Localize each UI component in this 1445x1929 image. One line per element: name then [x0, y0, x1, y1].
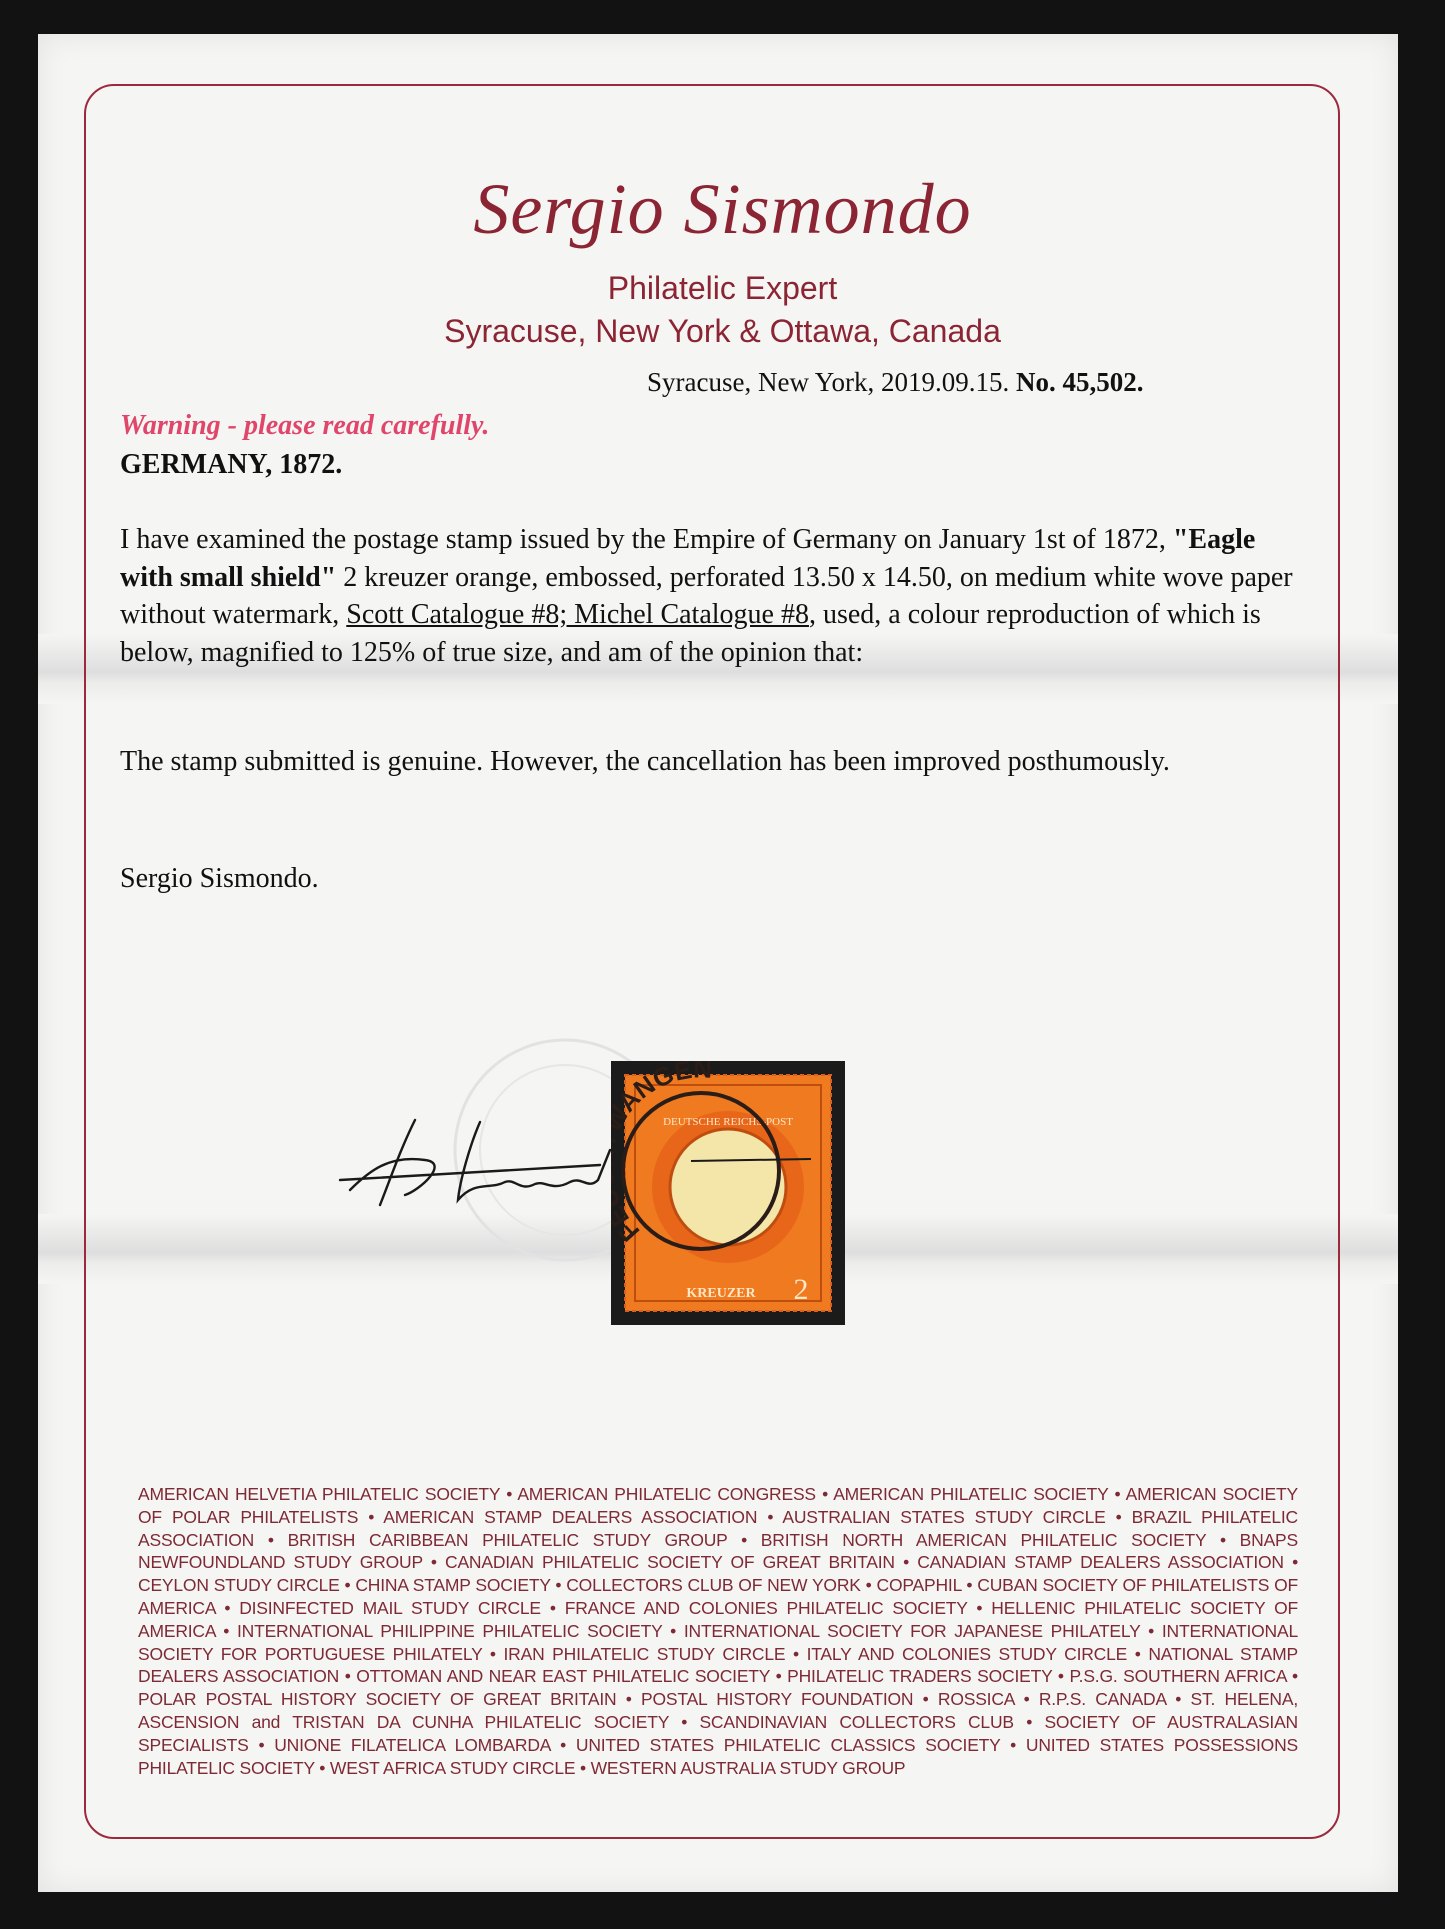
warning-text: Warning - please read carefully. — [120, 410, 490, 441]
p1-part-b: 2 kreuzer orange, embossed, perforated 13.50 x 14.50, on medium white wove paper without watermark, — [120, 561, 1293, 630]
p1-part-c: , used, a colour reproduction of which is below, magnified to 125% of true size, and am of the opinion that: — [120, 599, 1261, 668]
country-year: GERMANY, 1872. — [120, 449, 343, 480]
postmark-text: F ANGEN — [611, 1061, 713, 1248]
certificate-dateline — [647, 367, 1143, 398]
stamp-value: 2 — [793, 1273, 809, 1306]
handwritten-signature-icon — [330, 1110, 620, 1230]
stamp-image — [611, 1061, 845, 1325]
place-date: Syracuse, New York, 2019.09.15. — [647, 367, 1010, 397]
opinion-paragraph: The stamp submitted is genuine. However, the cancellation has been improved posthumously. — [120, 746, 1170, 777]
expert-location: Syracuse, New York & Ottawa, Canada — [444, 313, 1001, 349]
society-memberships: AMERICAN HELVETIA PHILATELIC SOCIETY • AMERICAN PHILATELIC CONGRESS • AMERICAN PHILATELIC SOCIETY • AMERICAN SOCIETY OF POLAR PHILATELISTS • AMERICAN STAMP DEALERS ASSOCIATION • AUSTRALIAN STATES STUDY CIRCLE • BRAZIL PHILATELIC ASSOCIATION • BRITISH CARIBBEAN PHILATELIC STUDY GROUP • BRITISH NORTH AMERICAN PHILATELIC SOCIETY • BNAPS NEWFOUNDLAND STUDY GROUP • CANADIAN PHILATELIC SOCIETY OF GREAT BRITAIN • CANADIAN STAMP DEALERS ASSOCIATION • CEYLON STUDY CIRCLE • CHINA STAMP SOCIETY • COLLECTORS CLUB OF NEW YORK • COPAPHIL • CUBAN SOCIETY OF PHILATELISTS OF AMERICA • DISINFECTED MAIL STUDY CIRCLE • FRANCE AND COLONIES PHILATELIC SOCIETY • HELLENIC PHILATELIC SOCIETY OF AMERICA • INTERNATIONAL PHILIPPINE PHILATELIC SOCIETY • INTERNATIONAL SOCIETY FOR JAPANESE PHILATELY • INTERNATIONAL SOCIETY FOR PORTUGUESE PHILATELY • IRAN PHILATELIC STUDY CIRCLE • ITALY AND COLONIES STUDY CIRCLE • NATIONAL STAMP DEALERS ASSOCIATION • OTTOMAN AND NEAR EAST PHILATELIC SOCIETY • PHILATELIC TRADERS SOCIETY • P.S.G. SOUTHERN AFRICA • POLAR POSTAL HISTORY SOCIETY OF GREAT BRITAIN • POSTAL HISTORY FOUNDATION • ROSSICA • R.P.S. CANADA • ST. HELENA, ASCENSION and TRISTAN DA CUNHA PHILATELIC SOCIETY • SCANDINAVIAN COLLECTORS CLUB • SOCIETY OF AUSTRALASIAN SPECIALISTS • UNIONE FILATELICA LOMBARDA • UNITED STATES PHILATELIC CLASSICS SOCIETY • UNITED STATES POSSESSIONS PHILATELIC SOCIETY • WEST AFRICA STUDY CIRCLE • WESTERN AUSTRALIA STUDY GROUP — [138, 1484, 1298, 1778]
examination-paragraph — [120, 521, 1300, 671]
stamp-top-text: DEUTSCHE REICHS-POST — [663, 1116, 793, 1128]
expert-name: Sergio Sismondo — [473, 169, 972, 249]
certificate-number: No. 45,502. — [1015, 367, 1144, 397]
signoff-text: Sergio Sismondo. — [120, 863, 319, 894]
stamp-bottom-text: KREUZER — [686, 1286, 756, 1301]
p1-part-a: I have examined the postage stamp issued by the Empire of Germany on January 1st of 1872, — [120, 524, 1173, 555]
stamp-image-frame — [611, 1061, 845, 1325]
expert-title: Philatelic Expert — [607, 270, 838, 306]
stamp-name: "Eagle with small shield" — [120, 524, 1256, 593]
catalogue-reference: Scott Catalogue #8; Michel Catalogue #8 — [346, 599, 809, 630]
